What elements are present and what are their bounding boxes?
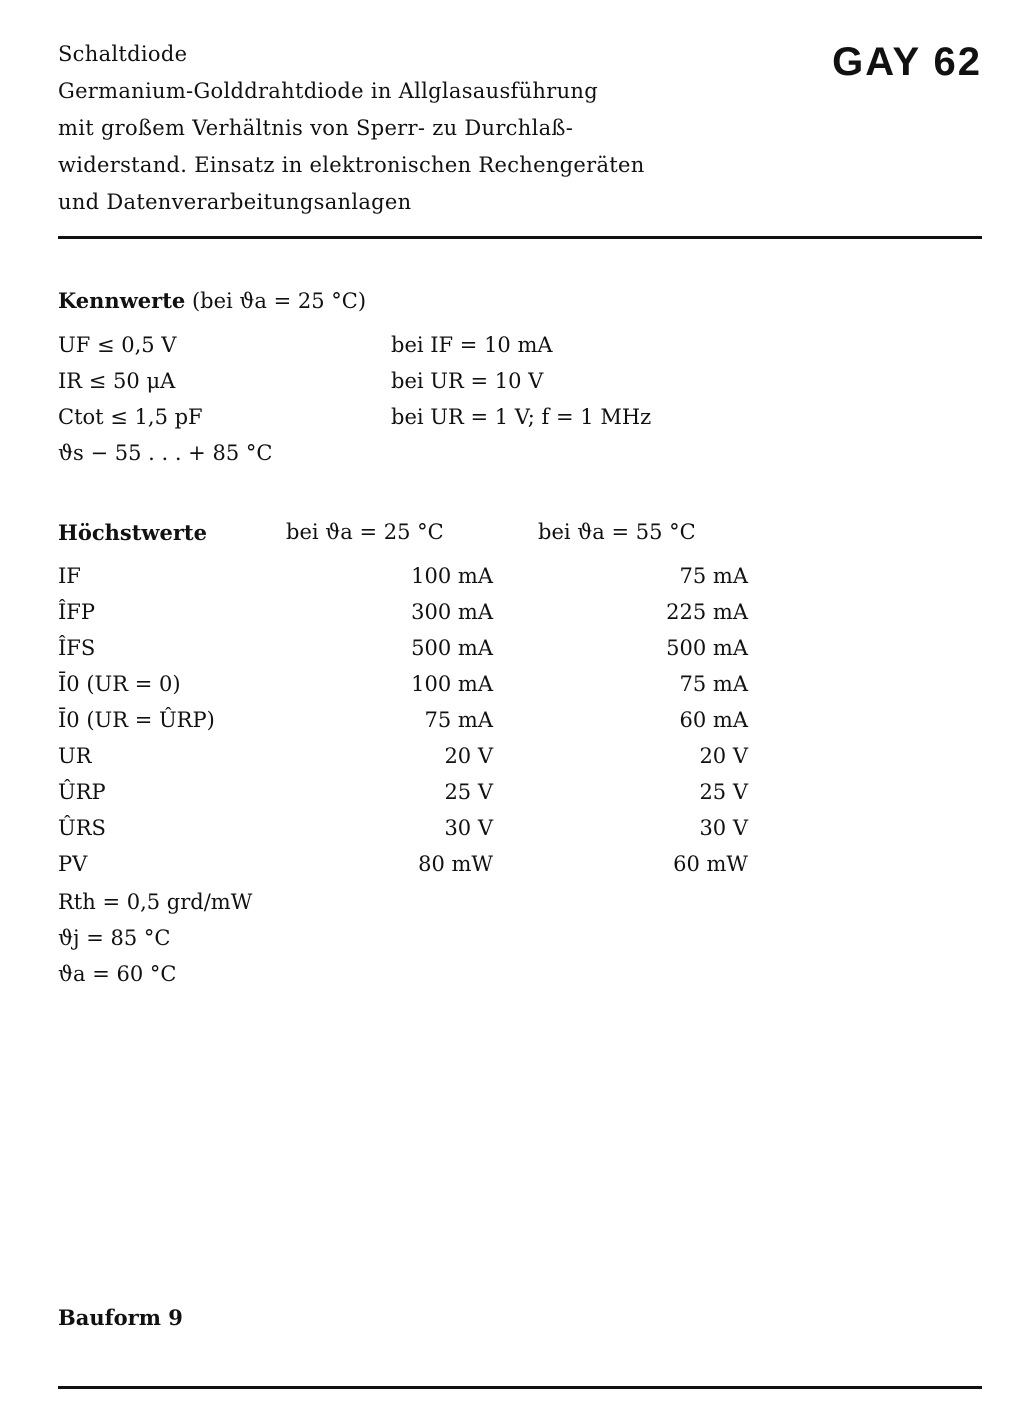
kennwerte-condition-cell: bei IF = 10 mA — [391, 333, 553, 357]
description-line: mit großem Verhältnis von Sperr- zu Durchlaß- — [58, 116, 574, 140]
table-row — [58, 636, 978, 672]
value-25-cell: 20 V — [444, 744, 493, 768]
param-cell: ÎFP — [58, 600, 95, 624]
kennwerte-heading — [58, 288, 978, 324]
value-25-cell: 75 mA — [424, 708, 493, 732]
table-row — [58, 600, 978, 636]
value-25-cell: 25 V — [444, 780, 493, 804]
kennwerte-condition-cell: bei UR = 1 V; f = 1 MHz — [391, 405, 652, 429]
table-row — [58, 816, 978, 852]
hoechstwerte-title: Höchstwerte — [58, 520, 207, 545]
param-cell: UR — [58, 744, 92, 768]
kennwerte-row — [58, 369, 978, 405]
value-55-cell: 60 mW — [673, 852, 748, 876]
param-cell: Ī0 (UR = 0) — [58, 672, 181, 696]
param-cell: ÛRS — [58, 816, 106, 840]
value-55-cell: 75 mA — [679, 672, 748, 696]
value-55-cell: 75 mA — [679, 564, 748, 588]
param-cell: ÎFS — [58, 636, 96, 660]
param-cell: Ī0 (UR = ÛRP) — [58, 708, 215, 732]
kennwerte-param: ϑs − 55 . . . + 85 °C — [58, 441, 273, 465]
table-row — [58, 564, 978, 600]
value-25-cell: 30 V — [444, 816, 493, 840]
bauform-label: Bauform 9 — [58, 1305, 183, 1330]
value-25-cell: 80 mW — [418, 852, 493, 876]
kennwerte-row — [58, 405, 978, 441]
param-cell: ÛRP — [58, 780, 106, 804]
value-55-cell: 500 mA — [666, 636, 748, 660]
top-divider — [58, 236, 982, 239]
thermal-resistance — [58, 890, 978, 926]
value-55-cell: 60 mA — [679, 708, 748, 732]
table-row — [58, 852, 978, 888]
hoechstwerte-heading — [58, 520, 978, 556]
table-row — [58, 744, 978, 780]
value-25-cell: 100 mA — [411, 672, 493, 696]
param-cell: PV — [58, 852, 88, 876]
thermal-resistance-text: Rth = 0,5 grd/mW — [58, 890, 253, 914]
kennwerte-param: UF ≤ 0,5 V — [58, 333, 177, 357]
junction-temperature-text: ϑj = 85 °C — [58, 926, 171, 950]
value-25-cell: 500 mA — [411, 636, 493, 660]
column-header-55: bei ϑa = 55 °C — [538, 520, 696, 544]
junction-temperature — [58, 926, 978, 962]
type-designation: GAY 62 — [832, 40, 982, 84]
kennwerte-title: Kennwerte — [58, 288, 186, 313]
kennwerte-row — [58, 441, 978, 477]
kennwerte-row — [58, 333, 978, 369]
value-55-cell: 225 mA — [666, 600, 748, 624]
description-line: und Datenverarbeitungsanlagen — [58, 190, 412, 214]
table-row — [58, 672, 978, 708]
column-header-25: bei ϑa = 25 °C — [286, 520, 444, 544]
value-55-cell: 20 V — [699, 744, 748, 768]
table-row — [58, 780, 978, 816]
value-55-cell: 25 V — [699, 780, 748, 804]
value-25-cell: 300 mA — [411, 600, 493, 624]
value-55-cell: 30 V — [699, 816, 748, 840]
value-25-cell: 100 mA — [411, 564, 493, 588]
ambient-temperature-text: ϑa = 60 °C — [58, 962, 177, 986]
description-line: Germanium-Golddrahtdiode in Allglasausführung — [58, 79, 598, 103]
bottom-divider — [58, 1386, 982, 1389]
table-row — [58, 708, 978, 744]
kennwerte-condition-cell: bei UR = 10 V — [391, 369, 544, 393]
kennwerte-param: Ctot ≤ 1,5 pF — [58, 405, 203, 429]
ambient-temperature — [58, 962, 978, 998]
category-label: Schaltdiode — [58, 42, 188, 66]
param-cell: IF — [58, 564, 81, 588]
description-line: widerstand. Einsatz in elektronischen Rechengeräten — [58, 153, 645, 177]
kennwerte-condition: (bei ϑa = 25 °C) — [191, 289, 367, 313]
kennwerte-param: IR ≤ 50 μA — [58, 369, 176, 393]
description-block — [58, 36, 758, 221]
